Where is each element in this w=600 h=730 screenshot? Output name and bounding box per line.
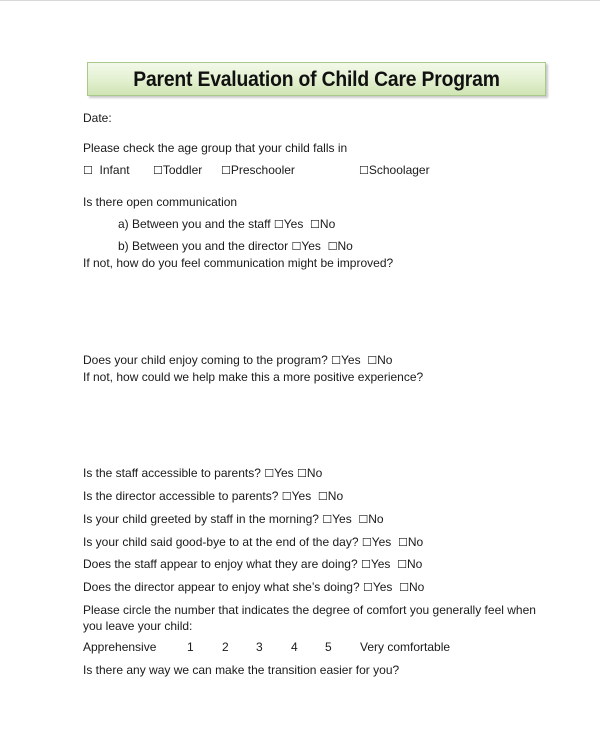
communication-followup: If not, how do you feel communication might be improved? (83, 256, 394, 270)
no-label: No (306, 466, 323, 480)
communication-staff-row (118, 217, 335, 232)
no-label: No (327, 489, 344, 503)
question-row (83, 489, 343, 504)
age-option-toddler[interactable] (153, 163, 202, 178)
yes-label: Yes (370, 557, 391, 571)
question-text: Is your child said good-bye to at the end of the day? (83, 535, 359, 549)
checkbox-icon[interactable]: ☐ (397, 536, 408, 549)
date-label: Date: (83, 111, 112, 125)
checkbox-icon[interactable]: ☐ (331, 354, 342, 367)
checkbox-icon[interactable]: ☐ (327, 240, 338, 253)
checkbox-icon[interactable]: ☐ (291, 240, 302, 253)
checkbox-icon[interactable]: ☐ (399, 581, 409, 594)
no-label: No (407, 535, 424, 549)
question-row (83, 535, 423, 550)
communication-question: Is there open communication (83, 195, 238, 209)
enjoy-followup: If not, how could we help make this a more positive experience? (83, 370, 424, 384)
checkbox-icon: ☐ (221, 164, 231, 177)
comfort-question-line1: Please circle the number that indicates the degree of comfort you generally feel when (83, 603, 536, 617)
enjoy-row (83, 353, 392, 368)
yes-label: Yes (301, 239, 321, 253)
comfort-low-label: Apprehensive (83, 640, 157, 654)
no-label: No (408, 580, 425, 594)
age-option-label: Preschooler (230, 163, 295, 177)
question-row (83, 466, 322, 481)
checkbox-icon[interactable]: ☐ (362, 581, 373, 594)
comfort-high-label: Very comfortable (360, 640, 451, 654)
age-option-label: Toddler (162, 163, 203, 177)
age-option-infant[interactable] (83, 163, 130, 178)
question-text: Is the staff accessible to parents? (83, 466, 261, 480)
comfort-question-line2: you leave your child: (83, 619, 193, 633)
comfort-number-3[interactable]: 3 (256, 640, 263, 654)
checkbox-icon[interactable]: ☐ (358, 513, 369, 526)
checkbox-icon[interactable]: ☐ (264, 467, 275, 480)
title-banner (87, 62, 546, 96)
question-row (83, 557, 422, 572)
checkbox-icon: ☐ (153, 164, 163, 177)
question-text: Is the director accessible to parents? (83, 489, 279, 503)
age-option-label: Schoolager (368, 163, 430, 177)
communication-staff-label: a) Between you and the staff (118, 217, 271, 231)
yes-label: Yes (372, 580, 393, 594)
comfort-number-2[interactable]: 2 (222, 640, 229, 654)
yes-label: Yes (274, 466, 294, 480)
communication-director-label: b) Between you and the director (118, 239, 289, 253)
checkbox-icon[interactable]: ☐ (317, 490, 328, 503)
checkbox-icon[interactable]: ☐ (281, 490, 292, 503)
age-option-schoolager[interactable] (359, 163, 430, 178)
yes-label: Yes (371, 535, 392, 549)
checkbox-icon[interactable]: ☐ (360, 558, 371, 571)
yes-label: Yes (341, 353, 361, 367)
comfort-number-5[interactable]: 5 (325, 640, 332, 654)
yes-label: Yes (291, 489, 312, 503)
checkbox-icon[interactable]: ☐ (367, 354, 378, 367)
age-group-question: Please check the age group that your child falls in (83, 141, 348, 155)
communication-director-row (118, 239, 353, 254)
checkbox-icon[interactable]: ☐ (322, 513, 333, 526)
question-text: Does the staff appear to enjoy what they are doing? (83, 557, 358, 571)
no-label: No (337, 239, 353, 253)
checkbox-icon: ☐ (359, 164, 369, 177)
yes-label: Yes (332, 512, 352, 526)
question-row (83, 580, 424, 595)
transition-question: Is there any way we can make the transition easier for you? (83, 663, 400, 677)
comfort-number-4[interactable]: 4 (291, 640, 298, 654)
yes-label: Yes (283, 217, 304, 231)
page-title: Parent Evaluation of Child Care Program (133, 68, 500, 91)
page-top-border (0, 0, 600, 1)
no-label: No (319, 217, 336, 231)
comfort-number-1[interactable]: 1 (187, 640, 194, 654)
checkbox-icon[interactable]: ☐ (310, 218, 320, 231)
question-text: Is your child greeted by staff in the morning? (83, 512, 319, 526)
no-label: No (368, 512, 384, 526)
no-label: No (377, 353, 393, 367)
checkbox-icon[interactable]: ☐ (361, 536, 372, 549)
no-label: No (406, 557, 423, 571)
checkbox-icon[interactable]: ☐ (297, 467, 307, 480)
age-option-preschooler[interactable] (221, 163, 295, 178)
checkbox-icon[interactable]: ☐ (273, 218, 284, 231)
checkbox-icon[interactable]: ☐ (397, 558, 407, 571)
question-row (83, 512, 384, 527)
enjoy-question: Does your child enjoy coming to the program? (83, 353, 328, 367)
age-option-label: Infant (99, 163, 130, 177)
question-text: Does the director appear to enjoy what she’s doing? (83, 580, 360, 594)
checkbox-icon: ☐ (83, 164, 93, 177)
